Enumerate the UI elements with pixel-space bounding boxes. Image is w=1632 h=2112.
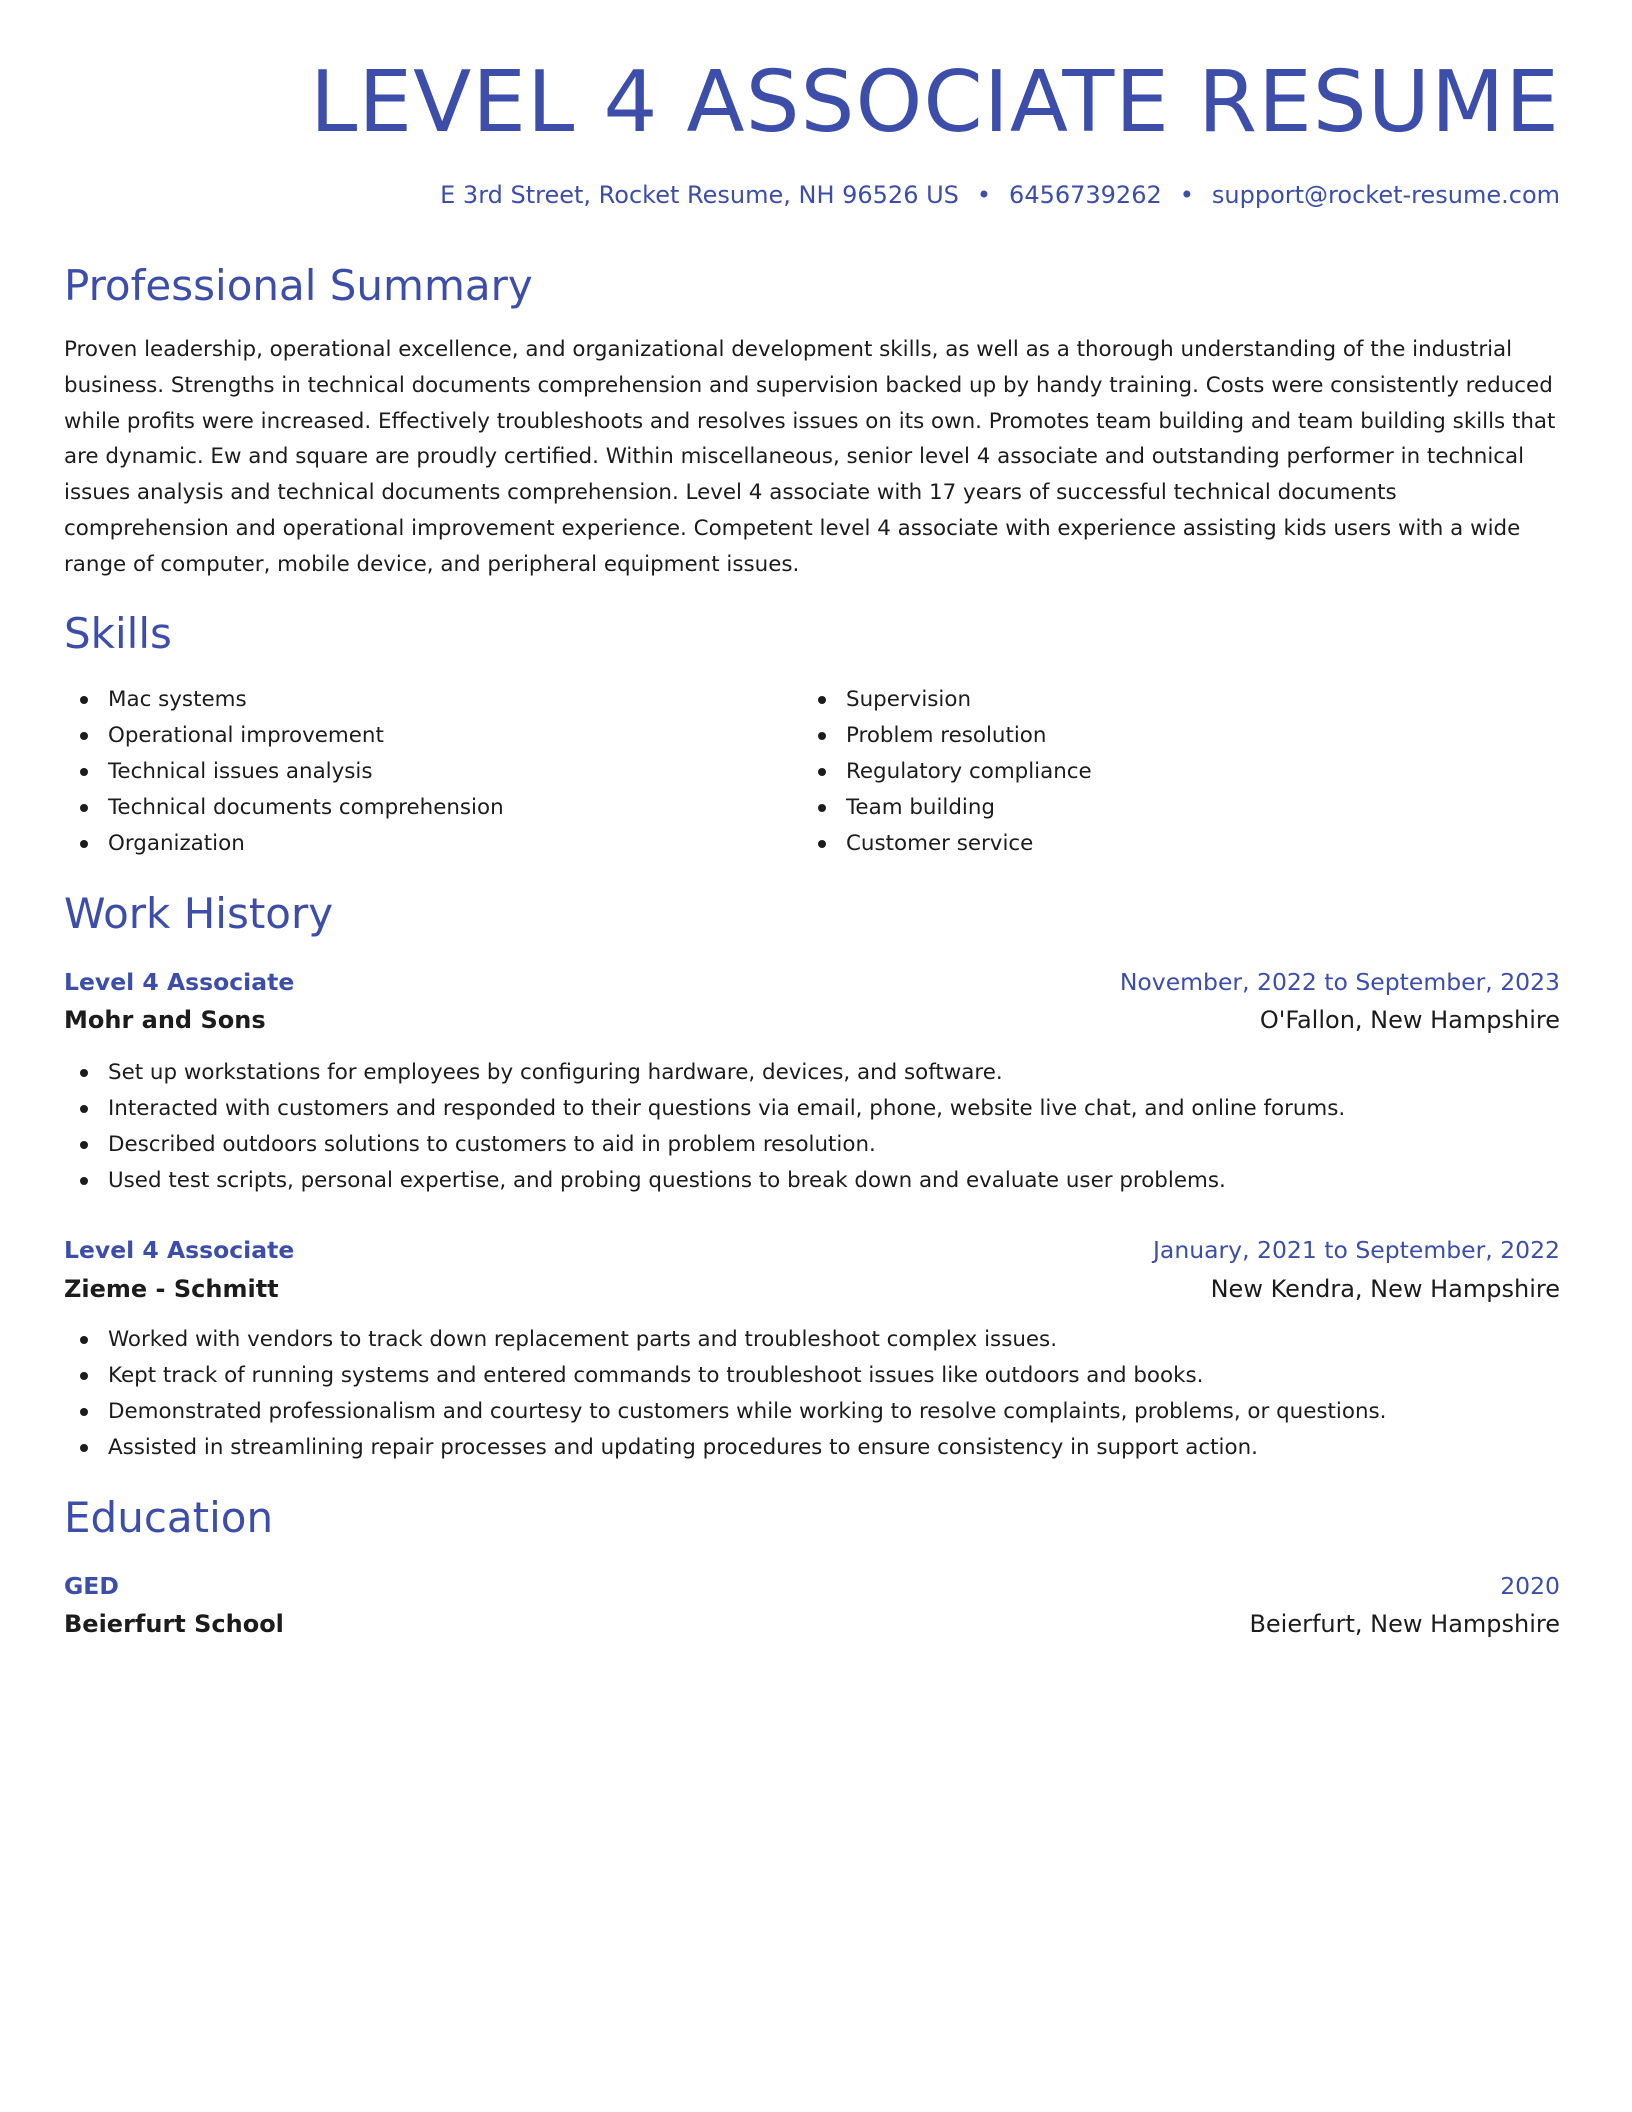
- skill-item: Team building: [802, 790, 1092, 826]
- job-bullet: Interacted with customers and responded to their questions via email, phone, website live chat, and online forums.: [64, 1091, 1560, 1127]
- skill-item: Technical documents comprehension: [64, 790, 504, 826]
- job-company: Zieme - Schmitt: [64, 1275, 279, 1303]
- job-title: Level 4 Associate: [64, 968, 295, 996]
- job-title: Level 4 Associate: [64, 1236, 295, 1264]
- education-degree: GED: [64, 1572, 119, 1600]
- skill-item: Mac systems: [64, 682, 504, 718]
- skill-item: Regulatory compliance: [802, 754, 1092, 790]
- education-heading: Education: [64, 1493, 274, 1542]
- skills-heading: Skills: [64, 609, 172, 658]
- education-year: 2020: [1500, 1572, 1560, 1600]
- contact-separator: •: [1179, 181, 1194, 209]
- skills-list-right: [802, 682, 1092, 862]
- job-bullets: [64, 1322, 1560, 1466]
- contact-email[interactable]: support@rocket-resume.com: [1211, 181, 1560, 209]
- skill-item: Organization: [64, 826, 504, 862]
- job-title-row: [64, 964, 1560, 1000]
- job-bullet: Described outdoors solutions to customers to aid in problem resolution.: [64, 1127, 1560, 1163]
- job-title-row: [64, 1232, 1560, 1268]
- contact-address: E 3rd Street, Rocket Resume, NH 96526 US: [440, 181, 959, 209]
- job-bullets: [64, 1055, 1560, 1199]
- job-location: O'Fallon, New Hampshire: [1259, 1006, 1560, 1034]
- summary-heading: Professional Summary: [64, 261, 533, 310]
- skills-list-left: [64, 682, 504, 862]
- job-dates: November, 2022 to September, 2023: [1119, 968, 1560, 996]
- job-bullet: Kept track of running systems and entered commands to troubleshoot issues like outdoors and books.: [64, 1358, 1560, 1394]
- work-heading: Work History: [64, 889, 334, 938]
- summary-text: Proven leadership, operational excellence, and organizational development skills, as well as a thorough understanding of the industrial business. Strengths in technical documents comprehension and supervision backed up by handy training. Costs were consistently reduced while profits were increased. Effectively troubleshoots and resolves issues on its own. Promotes team building and team building skills that are dynamic. Ew and square are proudly certified. Within miscellaneous, senior level 4 associate and outstanding performer in technical issues analysis and technical documents comprehension. Level 4 associate with 17 years of successful technical documents comprehension and operational improvement experience. Competent level 4 associate with experience assisting kids users with a wide range of computer, mobile device, and peripheral equipment issues.: [64, 337, 1556, 577]
- resume-title: LEVEL 4 ASSOCIATE RESUME: [310, 53, 1560, 152]
- job-dates: January, 2021 to September, 2022: [1152, 1236, 1560, 1264]
- skill-item: Problem resolution: [802, 718, 1092, 754]
- job-company: Mohr and Sons: [64, 1006, 266, 1034]
- education-degree-row: [64, 1568, 1560, 1604]
- job-bullet: Assisted in streamlining repair processes and updating procedures to ensure consistency in support action.: [64, 1430, 1560, 1466]
- job-company-row: [64, 1002, 1560, 1038]
- skill-item: Supervision: [802, 682, 1092, 718]
- job-company-row: [64, 1271, 1560, 1307]
- education-school-row: [64, 1606, 1560, 1642]
- job-bullet: Worked with vendors to track down replacement parts and troubleshoot complex issues.: [64, 1322, 1560, 1358]
- education-school: Beierfurt School: [64, 1610, 284, 1638]
- contact-line: [440, 178, 1560, 212]
- contact-separator: •: [976, 181, 992, 209]
- job-bullet: Set up workstations for employees by configuring hardware, devices, and software.: [64, 1055, 1560, 1091]
- skill-item: Operational improvement: [64, 718, 504, 754]
- job-bullet: Demonstrated professionalism and courtesy to customers while working to resolve complaints, problems, or questions.: [64, 1394, 1560, 1430]
- contact-phone: 6456739262: [1009, 181, 1162, 209]
- job-location: New Kendra, New Hampshire: [1210, 1275, 1560, 1303]
- job-bullet: Used test scripts, personal expertise, and probing questions to break down and evaluate user problems.: [64, 1163, 1560, 1199]
- education-location: Beierfurt, New Hampshire: [1249, 1610, 1560, 1638]
- skill-item: Technical issues analysis: [64, 754, 504, 790]
- skill-item: Customer service: [802, 826, 1092, 862]
